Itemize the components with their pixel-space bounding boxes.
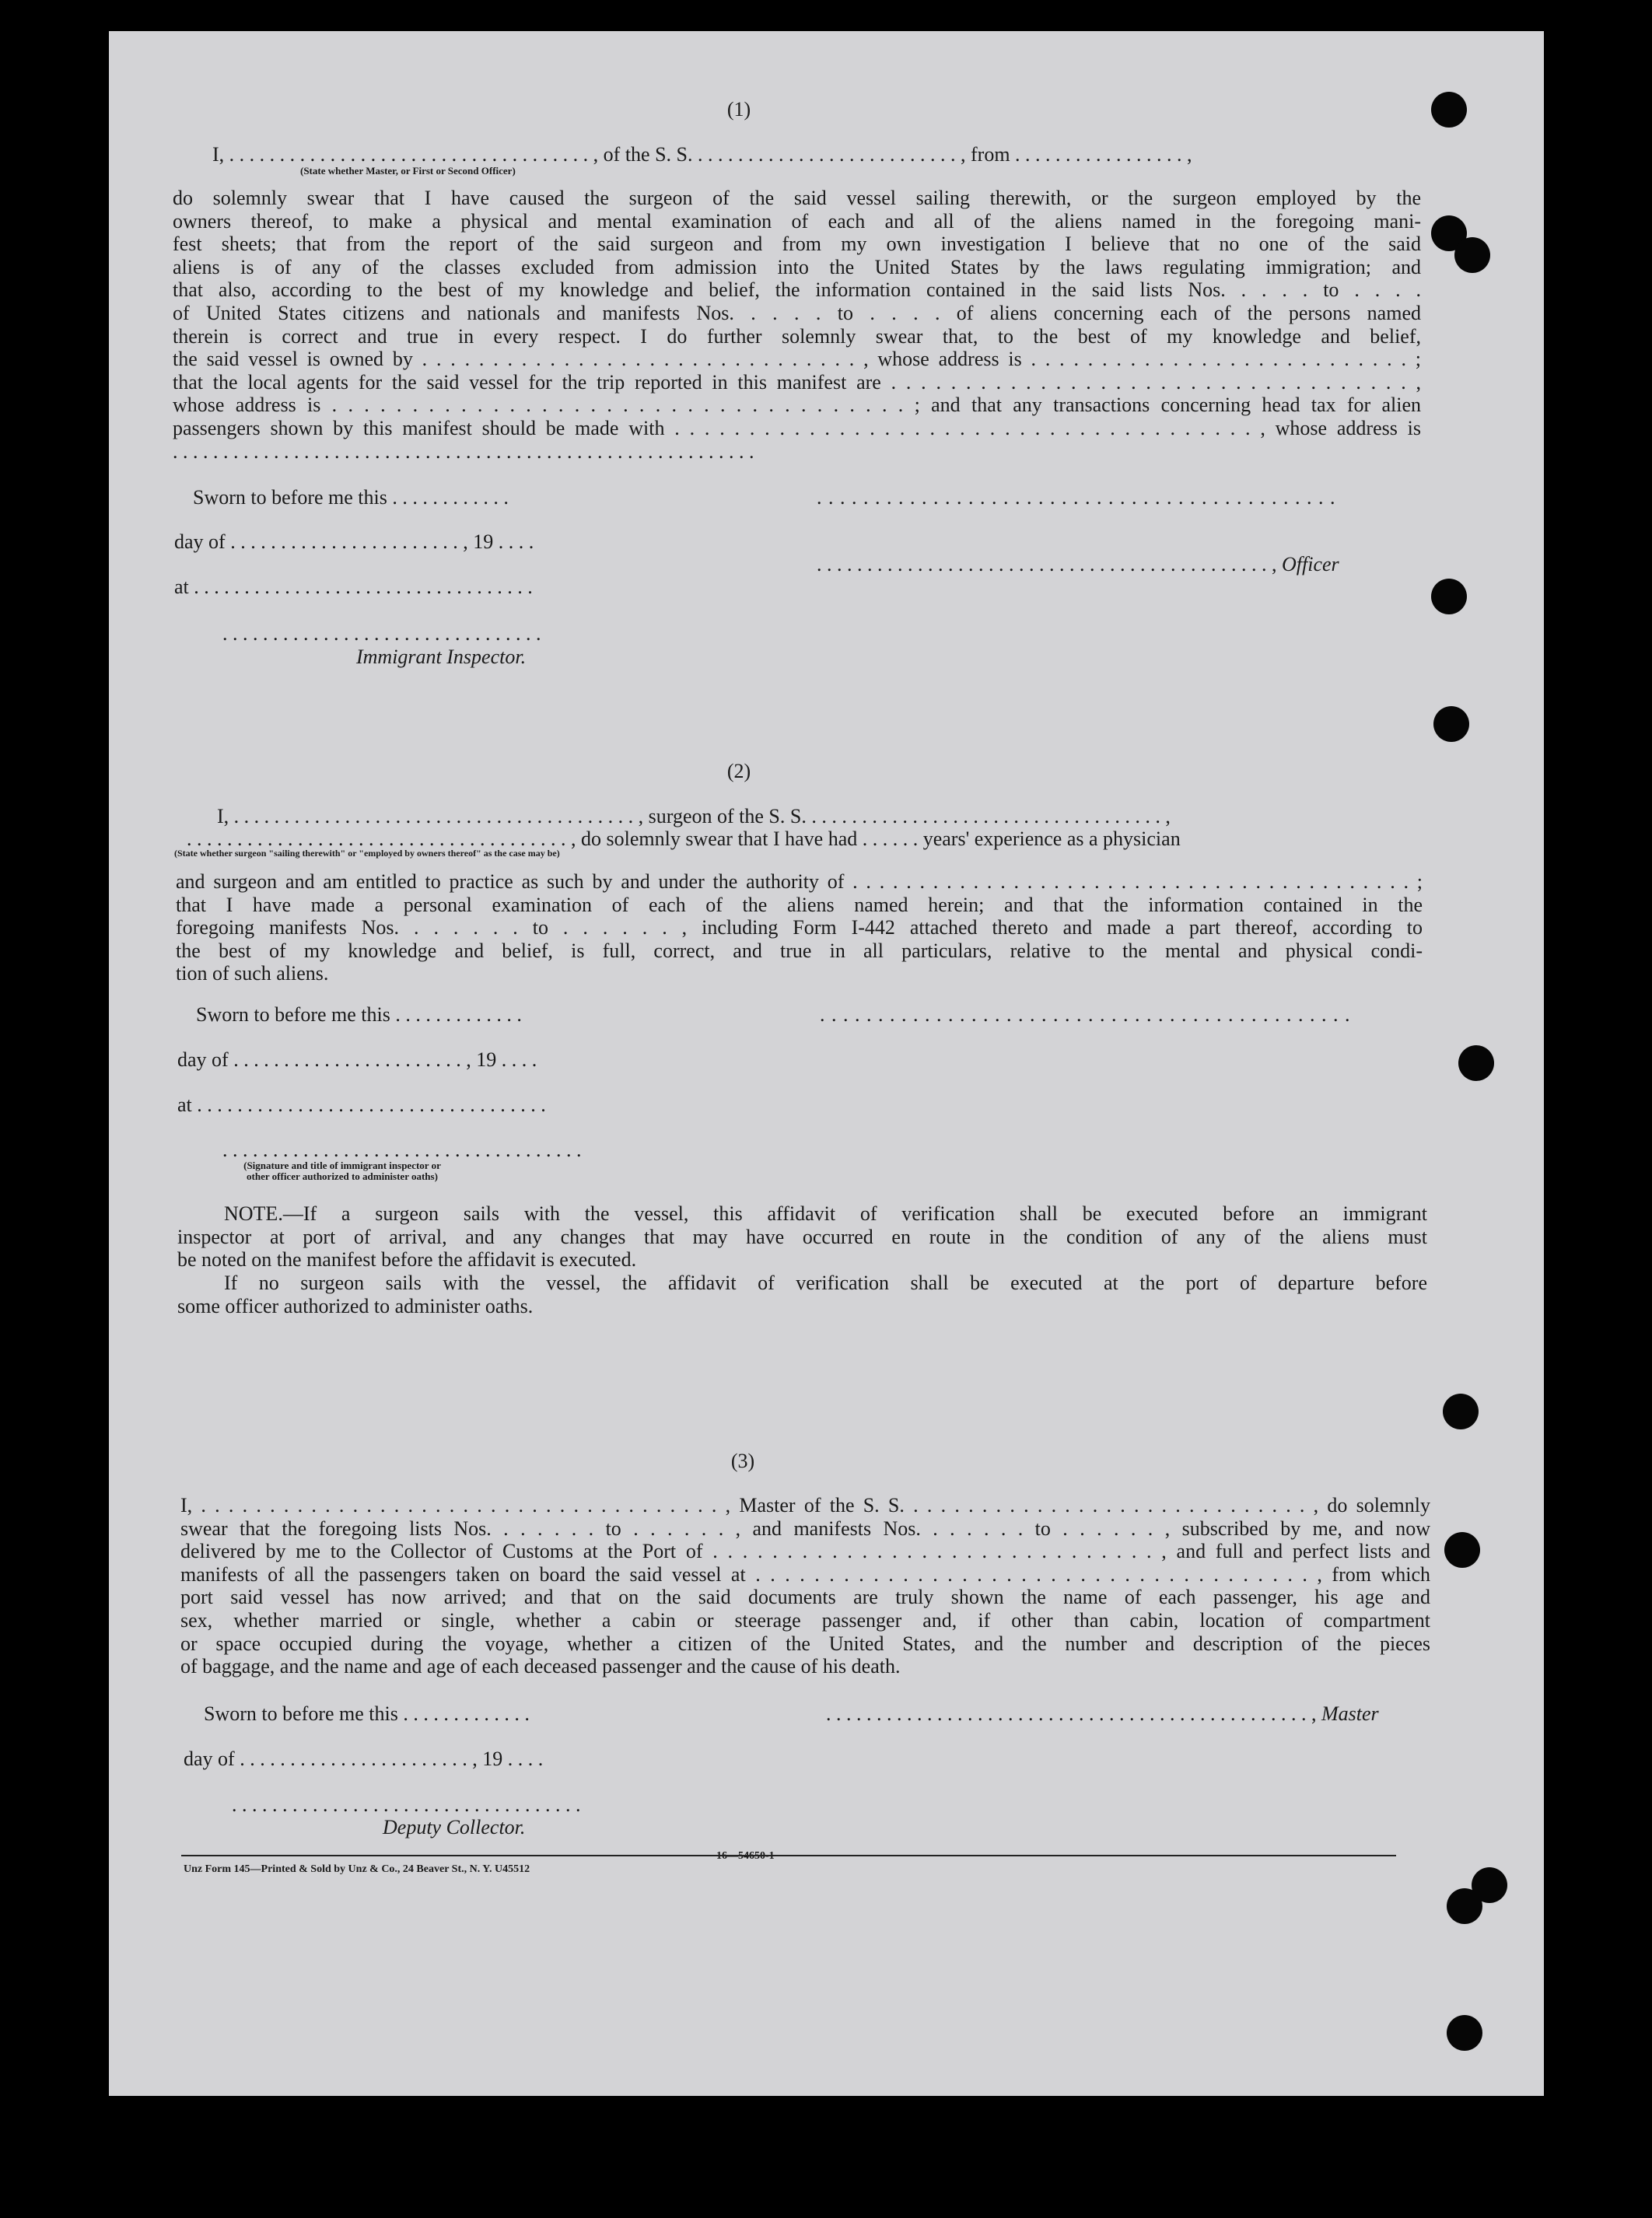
section-2-note2-line: If no surgeon sails with the vessel, the affidavit of verification shall be executed at the port of departure before [224,1272,1427,1294]
section-2-note-line: inspector at port of arrival, and any changes that may have occurred en route in the condition of any of the aliens must [177,1225,1427,1248]
printer-imprint: Unz Form 145—Printed & Sold by Unz & Co., 24 Beaver St., N. Y. U45512 [184,1863,530,1875]
section-1-signature-line: . . . . . . . . . . . . . . . . . . . . . . . . . . . . . . . . . . . . . . . . . . . . . [817,486,1336,509]
officer-label: Officer [1282,553,1339,575]
binder-hole [1447,2015,1482,2051]
section-1-day-line: day of . . . . . . . . . . . . . . . . . . . . . . . , 19 . . . . [174,530,534,553]
binder-hole [1447,1888,1482,1924]
section-3-day-line: day of . . . . . . . . . . . . . . . . . . . . . . . , 19 . . . . [184,1747,544,1770]
section-2-no-surgeon-paragraph [177,1272,1427,1317]
master-label: Master [1321,1702,1379,1725]
section-3-body-line: port said vessel has now arrived; and that on the said documents are truly shown the name of each passenger, his age and [180,1586,1430,1609]
section-3-body-line: of baggage, and the name and age of each deceased passenger and the cause of his death. [180,1655,901,1678]
section-3-body-line: delivered by me to the Collector of Customs at the Port of . . . . . . . . . . . . . . . . . . . . . . . . . . . . . . , and full and perfect lists and [180,1540,1430,1563]
section-1-body-line: passengers shown by this manifest should be made with . . . . . . . . . . . . . . . . . . . . . . . . . . . . . . . . . . . . . . . , whose address is [173,416,1421,439]
section-2-signature-line: . . . . . . . . . . . . . . . . . . . . . . . . . . . . . . . . . . . . . . . . . . . . . . [820,1003,1351,1026]
section-1-at-line: at . . . . . . . . . . . . . . . . . . . . . . . . . . . . . . . . . . [174,575,533,598]
binder-hole [1433,706,1469,742]
section-1-heading: (1) [726,98,751,121]
section-2-body-line: foregoing manifests Nos. . . . . . . to . . . . . . , including Form I-442 attached thereto and made a part thereof, according to [176,916,1423,939]
section-2-body-line: that I have made a personal examination of each of the aliens named herein; and that the information contained in the [176,893,1423,916]
section-2-note-paragraph [177,1202,1427,1272]
section-2-heading: (2) [726,760,751,782]
section-3-sworn-line: Sworn to before me this . . . . . . . . . . . . . [204,1702,530,1725]
section-1-body-line: that also, according to the best of my knowledge and belief, the information contained in the said lists Nos. . . . . to . . . . [173,278,1421,302]
section-3-body-line: or space occupied during the voyage, whether a citizen of the United States, and the number and description of the pieces [180,1632,1430,1655]
section-1-oath-body [173,187,1421,463]
section-2-day-line: day of . . . . . . . . . . . . . . . . . . . . . . . , 19 . . . . [177,1048,537,1071]
section-2-body-line: and surgeon and am entitled to practice as such by and under the authority of . . . . . . . . . . . . . . . . . . . . . . . . . . . . . . . . . . . . . . . . . . ; [176,870,1423,893]
section-3-body-line: swear that the foregoing lists Nos. . . . . . . to . . . . . . , and manifests Nos. . . . . . . to . . . . . . , subscribed by me, and now [180,1517,1430,1540]
section-2-note-line: be noted on the manifest before the affidavit is executed. [177,1248,637,1272]
section-1-inspector-label: Immigrant Inspector. [356,645,527,668]
section-2-body-line: the best of my knowledge and belief, is full, correct, and true in all particulars, relative to the mental and physical condi- [176,939,1423,962]
section-1-body-line: that the local agents for the said vessel for the trip reported in this manifest are . . . . . . . . . . . . . . . . . . . . . . . . . . . . . . . . . . . , [173,370,1421,394]
binder-hole [1431,92,1467,128]
section-2-inspector-note-2: other officer authorized to administer oaths) [247,1170,438,1182]
section-1-body-line: aliens is of any of the classes excluded from admission into the United States by the laws regulating immigration; and [173,255,1421,278]
footer-rule [181,1855,1396,1856]
section-3-body-line: manifests of all the passengers taken on board the said vessel at . . . . . . . . . . . . . . . . . . . . . . . . . . . . . . . . . . . . . . , from which [180,1562,1430,1586]
section-2-body-line: tion of such aliens. [176,962,329,985]
binder-hole [1458,1045,1494,1081]
section-2-sworn-line: Sworn to before me this . . . . . . . . . . . . . [196,1003,522,1026]
section-3-body-line: I, . . . . . . . . . . . . . . . . . . . . . . . . . . . . . . . . . . . . . . , Master of the S. S. . . . . . . . . . . . . . . . . . . . . . . . . . . . . . , do solemnly [180,1494,1430,1517]
section-2-oath-body [176,870,1423,985]
section-2-experience-line: . . . . . . . . . . . . . . . . . . . . . . . . . . . . . . . . . . . . . . , do solemnly swear that I have had . . . . . . years' experience as a physician [187,827,1181,850]
section-1-body-line: of United States citizens and nationals and manifests Nos. . . . . to . . . . of aliens concerning each of the persons named [173,301,1421,324]
binder-hole [1431,579,1467,614]
section-3-oath-body [180,1494,1430,1678]
binder-hole [1443,1394,1479,1429]
section-1-body-line: the said vessel is owned by . . . . . . . . . . . . . . . . . . . . . . . . . . . . . . . , whose address is . . . . . . . . . . . . . . . . . . . . . . . . . . . ; [173,348,1421,371]
section-1-sworn-line: Sworn to before me this . . . . . . . . . . . . [193,486,509,509]
section-3-collector-dots: . . . . . . . . . . . . . . . . . . . . . . . . . . . . . . . . . . . [232,1793,581,1816]
document-page [109,31,1544,2096]
section-1-body-line: do solemnly swear that I have caused the surgeon of the said vessel sailing therewith, or the surgeon employed by the [173,187,1421,209]
section-3-collector-label: Deputy Collector. [383,1816,526,1838]
binder-hole [1454,237,1490,273]
section-3-heading: (3) [730,1450,755,1472]
section-1-body-line: whose address is . . . . . . . . . . . . . . . . . . . . . . . . . . . . . . . . . . . . ; and that any transactions concerning head tax for alien [173,394,1421,417]
section-2-note2-line: some officer authorized to administer oaths. [177,1294,534,1317]
section-2-surgeon-note: (State whether surgeon "sailing therewith" or "employed by owners thereof" as the case may be) [174,848,560,859]
section-2-note-line: NOTE.—If a surgeon sails with the vessel, this affidavit of verification shall be executed before an immigrant [224,1202,1427,1225]
section-2-inspector-dots: . . . . . . . . . . . . . . . . . . . . . . . . . . . . . . . . . . . . [222,1139,582,1161]
section-3-master-line: . . . . . . . . . . . . . . . . . . . . . . . . . . . . . . . . . . . . . . . . . . . . . . . . , Master [826,1702,1379,1725]
section-1-body-line: owners thereof, to make a physical and mental examination of each and all of the aliens named in the foregoing mani- [173,209,1421,233]
section-1-body-line: therein is correct and true in every respect. I do further solemnly swear that, to the best of my knowledge and belief, [173,324,1421,348]
section-3-body-line: sex, whether married or single, whether a cabin or steerage passenger and, if other than cabin, location of compartment [180,1608,1430,1632]
section-2-at-line: at . . . . . . . . . . . . . . . . . . . . . . . . . . . . . . . . . . . [177,1093,546,1116]
section-1-officer-note: (State whether Master, or First or Second Officer) [300,165,516,177]
section-1-body-line: . . . . . . . . . . . . . . . . . . . . . . . . . . . . . . . . . . . . . . . . . . . . . . . . . . . . . . . . . . [173,439,754,463]
binder-hole [1444,1532,1480,1568]
section-1-officer-line: . . . . . . . . . . . . . . . . . . . . . . . . . . . . . . . . . . . . . . . . . . . . . , Officer [817,553,1339,575]
section-2-surgeon-line: I, . . . . . . . . . . . . . . . . . . . . . . . . . . . . . . . . . . . . . . . . , surgeon of the S. S. . . . . . . . . . . . . . . . . . . . . . . . . . . . . . . . . . . . , [217,805,1171,827]
section-1-oath-line: I, . . . . . . . . . . . . . . . . . . . . . . . . . . . . . . . . . . . . , of the S. S. . . . . . . . . . . . . . . . . . . . . . . . . . . , from . . . . . . . . . . . . . . . . . , [212,143,1192,166]
section-1-inspector-dots: . . . . . . . . . . . . . . . . . . . . . . . . . . . . . . . . [222,622,541,645]
section-1-body-line: fest sheets; that from the report of the said surgeon and from my own investigation I believe that no one of the said [173,233,1421,256]
section-2-inspector-note-1: (Signature and title of immigrant inspector or [243,1160,441,1171]
